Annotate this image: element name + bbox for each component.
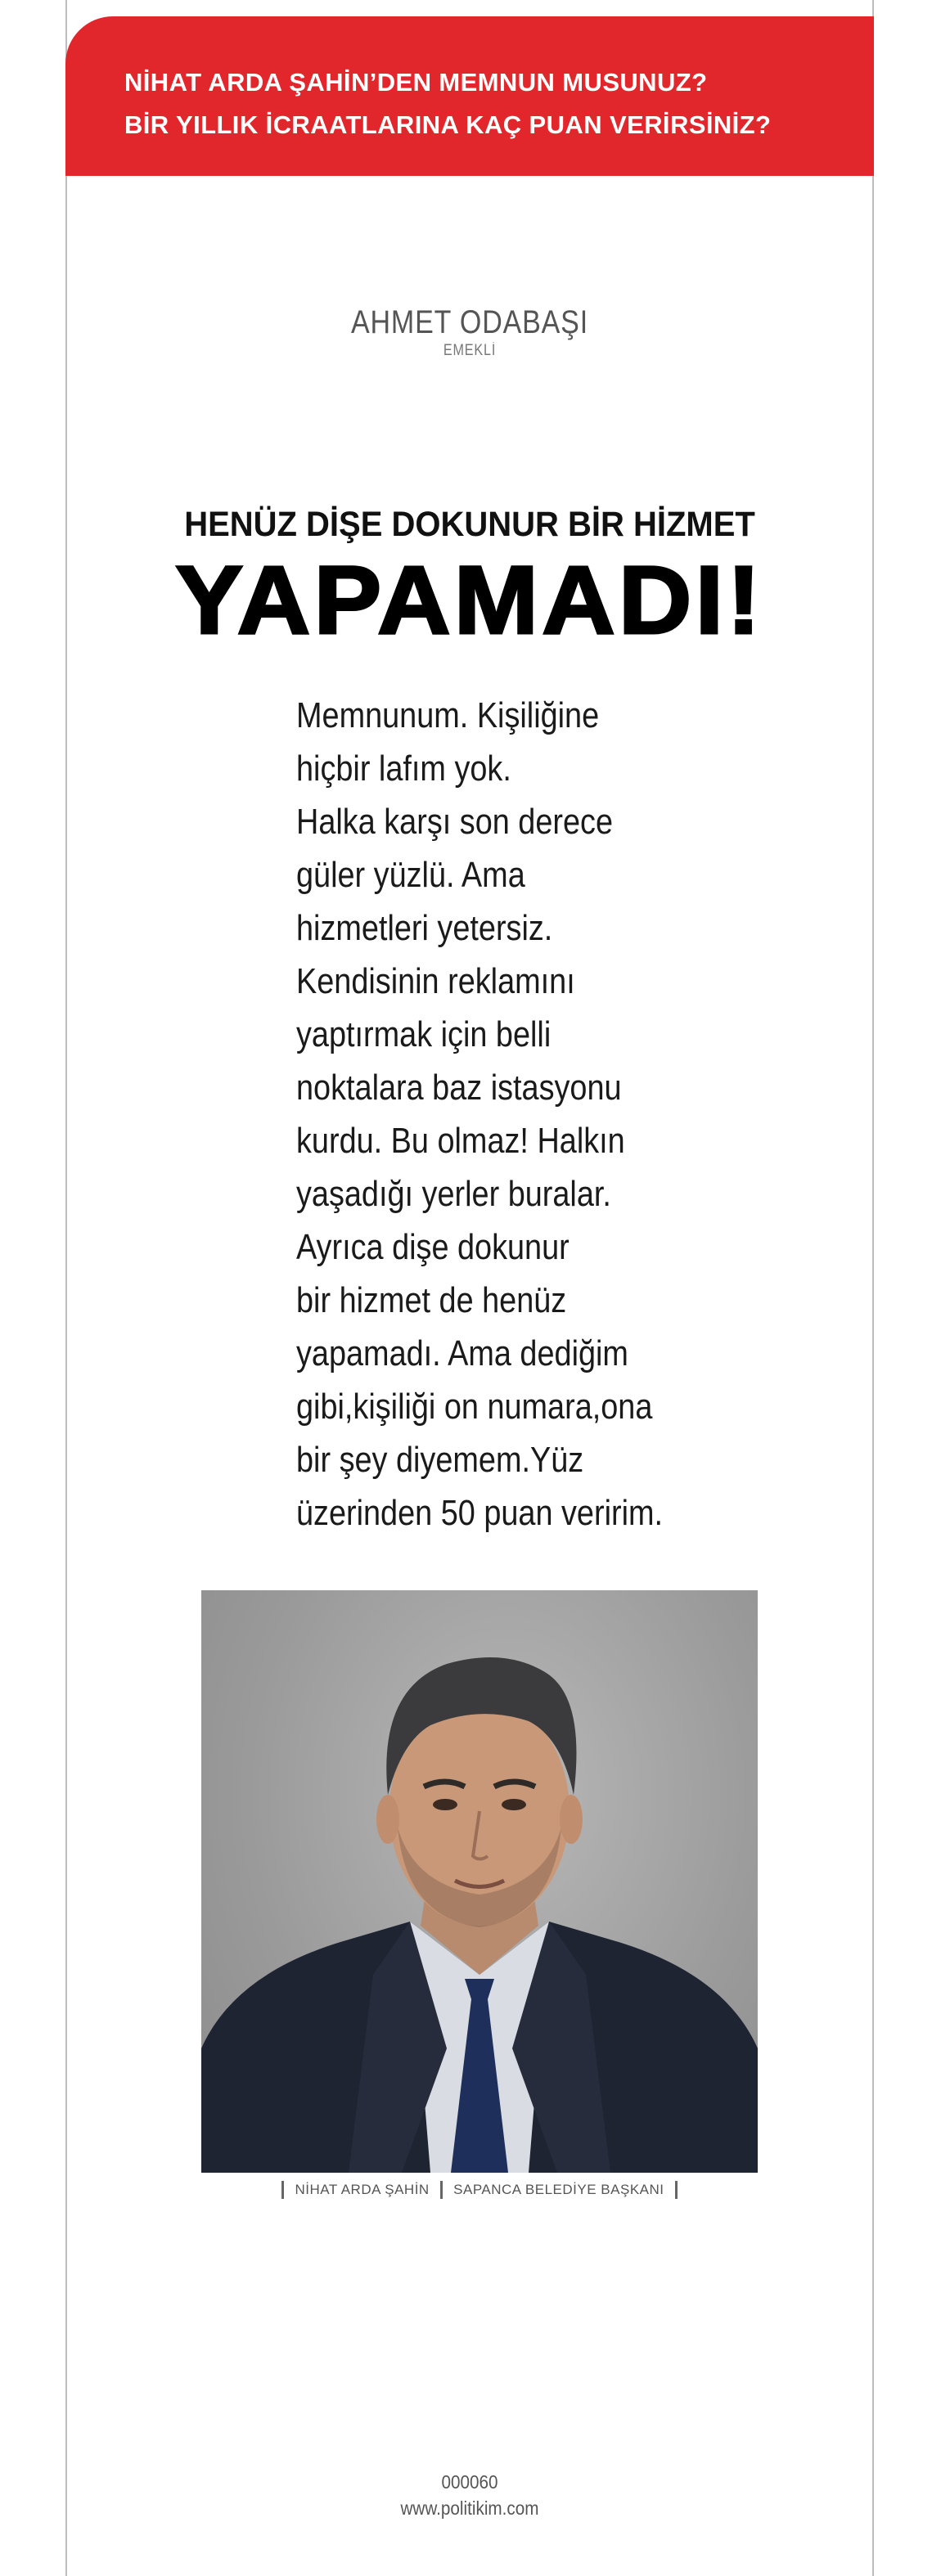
banner-line-1: NİHAT ARDA ŞAHİN’DEN MEMNUN MUSUNUZ?	[124, 68, 708, 97]
quote-line: hiçbir lafım yok.	[296, 749, 511, 789]
quote-line: hizmetleri yetersiz.	[296, 908, 553, 948]
photo-caption	[201, 2181, 758, 2199]
portrait-photo	[201, 1590, 758, 2173]
quote-text	[296, 689, 722, 1540]
quote-line: gibi,kişiliği on numara,ona	[296, 1387, 653, 1427]
quote-line: Kendisinin reklamını	[296, 961, 575, 1001]
banner-line-2: BİR YILLIK İCRAATLARINA KAÇ PUAN VERİRSİNİZ?	[124, 110, 772, 139]
caption-title: SAPANCA BELEDİYE BAŞKANI	[453, 2182, 664, 2197]
caption-divider	[281, 2181, 284, 2199]
author-block	[65, 304, 874, 360]
quote-line: kurdu. Bu olmaz! Halkın	[296, 1121, 625, 1161]
caption-name: NİHAT ARDA ŞAHİN	[295, 2182, 430, 2197]
quote-line: Ayrıca dişe dokunur	[296, 1227, 570, 1267]
quote-line: yaptırmak için belli	[296, 1014, 552, 1054]
headline-top: HENÜZ DİŞE DOKUNUR BİR HİZMET	[184, 505, 755, 544]
quote-line: Memnunum. Kişiliğine	[296, 695, 600, 735]
footer-code: 000060	[441, 2471, 498, 2493]
quote-line: üzerinden 50 puan veririm.	[296, 1493, 664, 1533]
portrait-illustration	[201, 1590, 758, 2173]
quote-line: yaşadığı yerler buralar.	[296, 1174, 611, 1214]
footer-website: www.politikim.com	[400, 2497, 539, 2519]
quote-line: yapamadı. Ama dediğim	[296, 1333, 628, 1373]
headline-main: YAPAMADI!	[175, 546, 764, 654]
quote-line: bir hizmet de henüz	[296, 1280, 567, 1320]
quote-line: güler yüzlü. Ama	[296, 855, 525, 895]
footer	[65, 2469, 874, 2521]
caption-divider	[675, 2181, 678, 2199]
question-banner	[65, 16, 874, 176]
caption-divider	[440, 2181, 443, 2199]
quote-line: bir şey diyemem.Yüz	[296, 1440, 584, 1480]
author-role: EMEKLİ	[443, 342, 497, 359]
author-name: AHMET ODABAŞI	[350, 304, 589, 340]
quote-line: Halka karşı son derece	[296, 802, 613, 842]
quote-line: noktalara baz istasyonu	[296, 1068, 622, 1108]
headline	[65, 504, 874, 654]
